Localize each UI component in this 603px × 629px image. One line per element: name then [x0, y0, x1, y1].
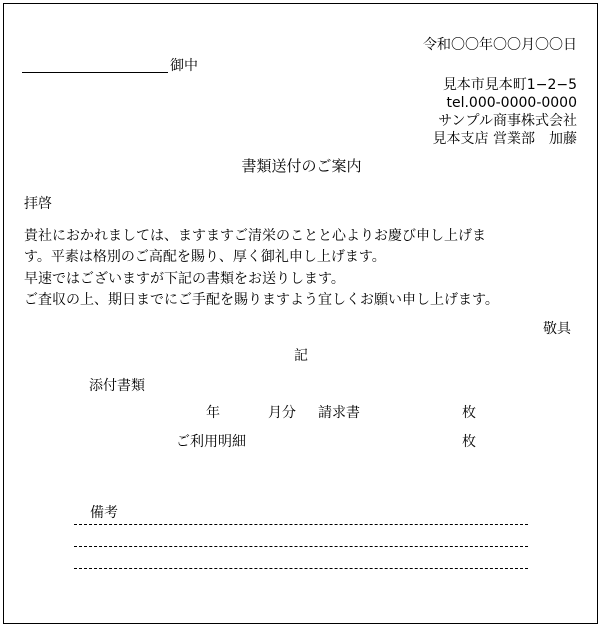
item-month: 月分: [268, 405, 296, 421]
opening-salutation: 拝啓: [24, 196, 52, 212]
attachments-label: 添付書類: [89, 378, 145, 394]
remarks-dotted-line: [74, 546, 528, 547]
closing-keigu: 敬具: [543, 321, 571, 337]
remarks-label: 備考: [90, 505, 118, 521]
letter-title: 書類送付のご案内: [241, 157, 362, 175]
item-name: 請求書: [318, 405, 360, 421]
sender-address: 見本市見本町1−2−5: [442, 77, 577, 93]
remarks-dotted-line: [74, 524, 528, 525]
item-year: 年: [206, 405, 220, 421]
sender-company: サンプル商事株式会社: [438, 113, 577, 129]
recipient-blank-line: [22, 72, 168, 73]
letter-date: 令和〇〇年〇〇月〇〇日: [423, 37, 577, 53]
body-line: 早速ではございますが下記の書類をお送りします。: [24, 271, 345, 287]
item-unit: 枚: [462, 434, 476, 450]
sender-tel: tel.000-0000-0000: [446, 95, 577, 111]
remarks-dotted-line: [74, 568, 528, 569]
ki-heading: 記: [294, 348, 308, 364]
body-line: 貴社におかれましては、ますますご清栄のことと心よりお慶び申し上げま: [24, 228, 486, 244]
item-name: ご利用明細: [176, 434, 246, 450]
sender-branch-person: 見本支店 営業部 加藤: [432, 131, 577, 147]
body-line: す。平素は格別のご高配を賜り、厚く御礼申し上げます。: [24, 249, 386, 265]
item-unit: 枚: [462, 405, 476, 421]
recipient-suffix: 御中: [170, 58, 198, 74]
body-line: ご査収の上、期日までにご手配を賜りますよう宜しくお願い申し上げます。: [24, 292, 499, 308]
